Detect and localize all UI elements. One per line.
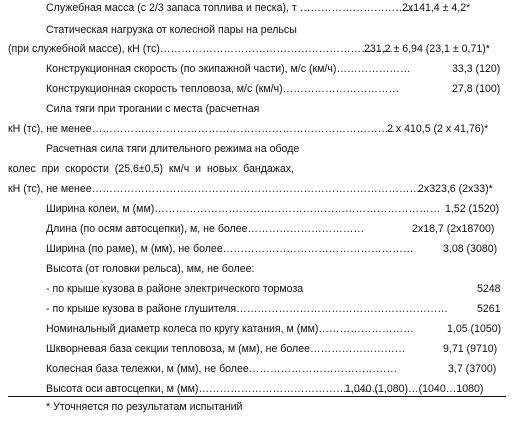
spec-label-axle-load-line1: Статическая нагрузка от колесной пары на рельсы	[46, 24, 297, 36]
spec-label-length: Длина (по осям автосцепки), м, не более……………………………	[46, 223, 365, 235]
dot-leader: …………………………………………………………………………………	[91, 183, 421, 195]
spec-value-wheel-diameter: 1,05 (1050)	[447, 323, 502, 335]
spec-label-service-mass: Служебная масса (с 2/3 запаса топлива и песка), т ……………………………	[46, 2, 417, 14]
spec-label-continuous-traction-line2: колес при скорости (25,6±0,5) км/ч и новых бандажах,	[8, 163, 294, 175]
spec-label-height-muffler: - по крыше кузова в районе глушителя……………………………………………………	[46, 303, 448, 315]
spec-value-length: 2х18,7 (2х18700)	[412, 223, 495, 235]
spec-value-coupler-height: 1,040 (1,080)…(1040…1080)	[345, 383, 484, 395]
spec-label-pivot-base: Шкворневая база секции тепловоза, м (мм), не более………………………	[46, 343, 406, 355]
dot-leader: …………………………………………………………	[159, 43, 393, 55]
spec-label-starting-traction-line1: Сила тяги при трогании с места (расчетная	[46, 103, 260, 115]
spec-value-design-speed-loco: 27,8 (100)	[452, 83, 501, 95]
dot-leader: ………………………	[318, 323, 414, 335]
spec-label-track-gauge: Ширина колеи, м (мм)………………………………………………………………………	[46, 203, 441, 215]
spec-value-width: 3,08 (3080)	[443, 243, 498, 255]
dot-leader: ……………………………………	[248, 363, 398, 375]
spec-label-design-speed-loco: Конструкционная скорость тепловоза, м/с (км/ч)……………………………	[46, 83, 400, 95]
spec-value-track-gauge: 1,52 (1520)	[445, 203, 500, 215]
dot-leader: ……………………………………………………………………………	[91, 123, 399, 135]
dot-leader: ………………………………………………………………………	[154, 203, 441, 215]
spec-value-bogie-wheelbase: 3,7 (3700)	[448, 363, 497, 375]
spec-label-continuous-traction-line1: Расчетная сила тяги длительного режима на ободе	[46, 143, 300, 155]
footnote-divider	[8, 396, 506, 397]
spec-label-width: Ширина (по раме), м (мм), не более………………………………………………	[46, 243, 414, 255]
spec-value-continuous-traction: 2х323,6 (2х33)*	[418, 183, 493, 195]
footnote: * Уточняется по результатам испытаний	[46, 401, 243, 413]
spec-label-axle-load: (при служебной массе), кН (тс)…………………………………………………………	[8, 43, 393, 55]
dot-leader: ……………………………	[282, 83, 400, 95]
dot-leader: ………………………	[310, 343, 406, 355]
spec-value-starting-traction: 2 х 410,5 (2 х 41,76)*	[387, 123, 489, 135]
spec-value-axle-load: 231,2 ± 6,94 (23,1 ± 0,71)*	[364, 43, 490, 55]
spec-label-coupler-height: Высота оси автосцепки, м (мм)……………………………………………	[46, 383, 379, 395]
spec-label-wheel-diameter: Номинальный диаметр колеса по кругу катания, м (мм)………………………	[46, 323, 414, 335]
spec-value-pivot-base: 9,71 (9710)	[443, 343, 498, 355]
spec-label-height-heading: Высота (от головки рельса), мм, не более:	[46, 263, 255, 275]
spec-value-height-brake: 5248	[477, 283, 501, 295]
spec-label-height-brake: - по крыше кузова в районе электрического тормоза	[46, 283, 304, 295]
dot-leader: …………………	[336, 63, 411, 75]
spec-value-service-mass: 2х141,4 ± 4,2*	[402, 2, 471, 14]
dot-leader: ……………………………	[247, 223, 365, 235]
spec-label-design-speed-chassis: Конструкционная скорость (по экипажной части), м/с (км/ч)…………………	[46, 63, 411, 75]
dot-leader: ……………………………………………	[198, 383, 379, 395]
spec-value-height-muffler: 5261	[477, 303, 501, 315]
dot-leader: ………………………………………………	[222, 243, 414, 255]
dot-leader: ……………………………………………………	[236, 303, 448, 315]
spec-label-bogie-wheelbase: Колесная база тележки, м (мм), не более……………………………………	[46, 363, 398, 375]
dot-leader: ……………………………	[299, 2, 417, 14]
spec-label-continuous-traction: кН (тс), не менее…………………………………………………………………………………	[8, 183, 421, 195]
spec-label-starting-traction: кН (тс), не менее……………………………………………………………………………	[8, 123, 399, 135]
spec-value-design-speed-chassis: 33,3 (120)	[452, 63, 501, 75]
